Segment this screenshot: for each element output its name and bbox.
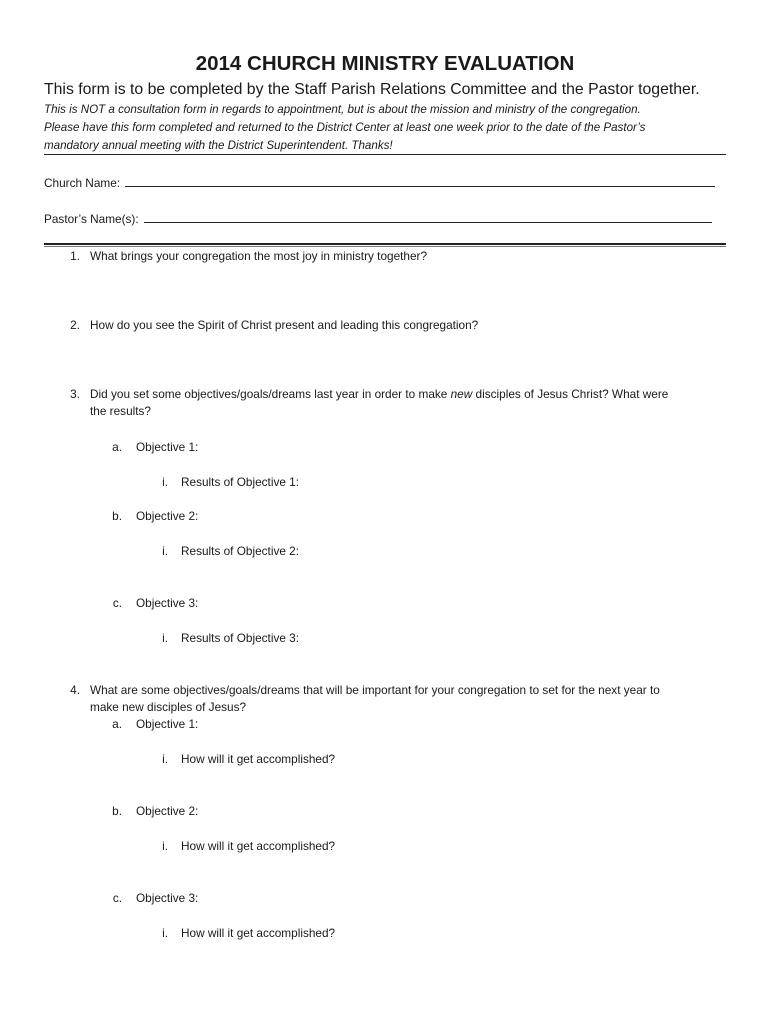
q4-objective-1-label: Objective 1: [136,717,199,731]
instruction-line-3: mandatory annual meeting with the District Superintendent. Thanks! [44,139,393,152]
question-3-text-before: Did you set some objectives/goals/dreams last year in order to make [90,387,451,401]
page-title: 2014 CHURCH MINISTRY EVALUATION [195,52,575,75]
church-name-label: Church Name: [44,176,121,190]
sub-item-number: i. [162,631,168,645]
item-letter: a. [112,440,122,454]
question-3-text-after: disciples of Jesus Christ? What were [472,387,669,401]
q3-objective-1-label: Objective 1: [136,440,199,454]
question-4-text-line2: make new disciples of Jesus? [90,700,247,714]
sub-item-number: i. [162,926,168,940]
q3-results-2-label: Results of Objective 2: [181,544,300,558]
question-4-text: What are some objectives/goals/dreams that will be important for your congregation to set for the next year to [90,683,660,697]
question-3-text-line2: the results? [90,404,151,418]
q3-results-1-label: Results of Objective 1: [181,475,300,489]
item-letter: b. [112,509,122,523]
question-number: 2. [70,318,80,332]
instruction-line-1: This is NOT a consultation form in regards to appointment, but is about the mission and ministry of the congregation. [44,103,641,116]
fields-divider [44,243,726,245]
pastor-name-input-line[interactable] [144,212,712,223]
pastor-name-label: Pastor’s Name(s): [44,212,139,226]
item-letter: b. [112,804,122,818]
q3-results-3-label: Results of Objective 3: [181,631,300,645]
church-name-input-line[interactable] [125,176,715,187]
sub-item-number: i. [162,475,168,489]
sub-item-number: i. [162,544,168,558]
q4-objective-2-label: Objective 2: [136,804,199,818]
question-3-text-emphasis: new [450,387,473,401]
question-number: 4. [70,683,80,697]
question-number: 3. [70,387,80,401]
church-name-field[interactable] [44,176,715,190]
q4-how-1-label: How will it get accomplished? [181,752,336,766]
pastor-name-field[interactable] [44,212,712,226]
question-number: 1. [70,249,80,263]
question-1-text: What brings your congregation the most joy in ministry together? [90,249,428,263]
question-2-text: How do you see the Spirit of Christ present and leading this congregation? [90,318,479,332]
sub-item-number: i. [162,752,168,766]
sub-item-number: i. [162,839,168,853]
form-subtitle: This form is to be completed by the Staff Parish Relations Committee and the Pastor together. [44,81,700,98]
instruction-line-2: Please have this form completed and returned to the District Center at least one week prior to the date of the Pastor’s [44,121,646,134]
q4-how-2-label: How will it get accomplished? [181,839,336,853]
header-divider [44,154,726,155]
item-letter: a. [112,717,122,731]
item-letter: c. [112,596,122,610]
q4-objective-3-label: Objective 3: [136,891,199,905]
q3-objective-2-label: Objective 2: [136,509,199,523]
fields-divider-secondary [44,246,726,247]
item-letter: c. [112,891,122,905]
q4-how-3-label: How will it get accomplished? [181,926,336,940]
question-3-text [90,387,668,401]
q3-objective-3-label: Objective 3: [136,596,199,610]
